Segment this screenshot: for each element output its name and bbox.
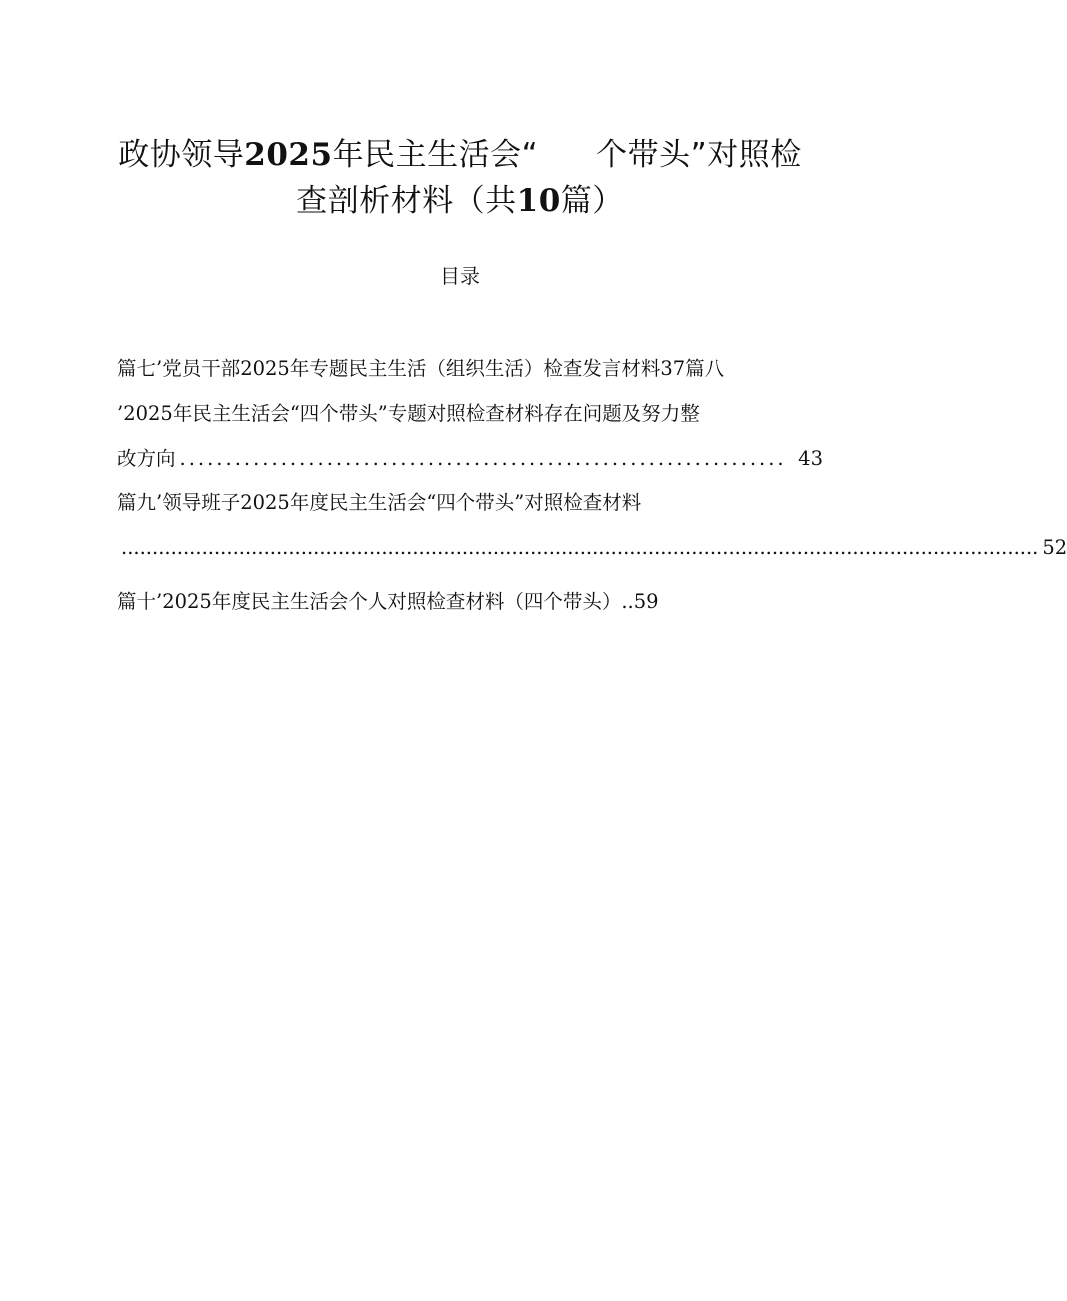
toc-leader-dots: .................................................................................................................................................... xyxy=(121,536,1039,559)
title-line-1 xyxy=(60,132,860,178)
toc-page-number: 52 xyxy=(1042,536,1067,559)
title-part-2: 年民主生活会“ xyxy=(332,137,539,173)
toc-entry-8-continued[interactable] xyxy=(117,444,823,474)
title-line-2 xyxy=(60,178,860,224)
title-part-3: 个带头”对照检 xyxy=(596,137,802,173)
toc-page-number: 43 xyxy=(798,447,823,470)
toc-leader-dots: .................................................................. xyxy=(179,447,787,470)
title-line-2-b: 篇） xyxy=(560,183,624,219)
toc-entry-9[interactable]: 篇九’领导班子2025年度民主生活会“四个带头”对照检查材料 xyxy=(117,491,642,514)
toc-heading: 目录 xyxy=(440,264,480,288)
title-line-2-a: 查剖析材料（共 xyxy=(296,183,517,219)
toc-entry-10[interactable]: 篇十’2025年度民主生活会个人对照检查材料（四个带头）..59 xyxy=(117,590,659,613)
toc-entry-8-text: 改方向 xyxy=(117,447,176,470)
title-year: 2025 xyxy=(244,137,333,173)
toc-entry-7[interactable]: 篇七’党员干部2025年专题民主生活（组织生活）检查发言材料37篇八 xyxy=(117,357,725,380)
document-title xyxy=(60,132,860,224)
toc-entry-8[interactable]: ’2025年民主生活会“四个带头”专题对照检查材料存在问题及努力整 xyxy=(117,402,700,425)
title-part-1: 政协领导 xyxy=(118,137,245,173)
toc-entry-9-page-line[interactable] xyxy=(117,533,1067,563)
title-count: 10 xyxy=(516,183,561,219)
